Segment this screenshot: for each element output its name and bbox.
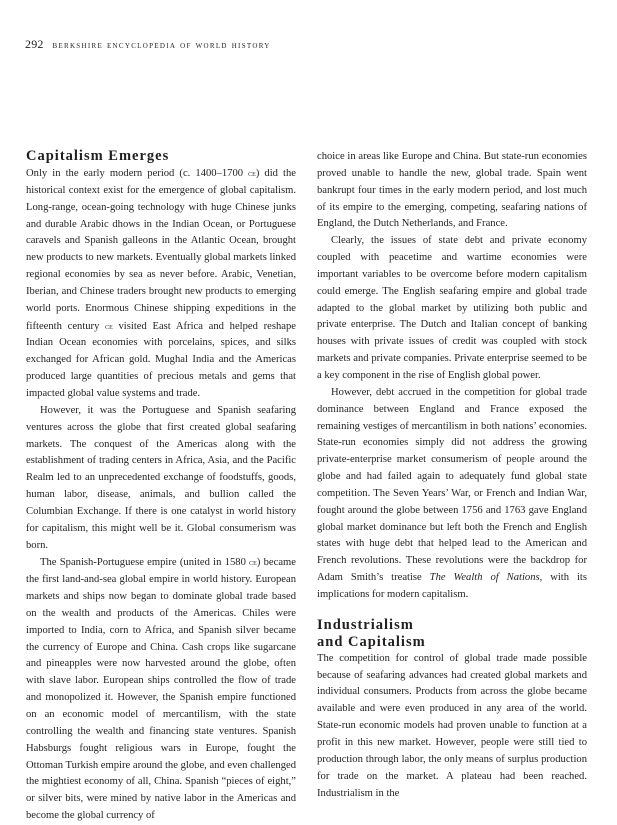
right-column: [317, 149, 587, 802]
paragraph: However, it was the Portuguese and Spanish seafaring ventures across the globe that first created global seafaring markets. The conquest of the Americas along with the establishment of trading centers in Africa, Asia, and the Pacific Realm led to an unprecedented exchange of foodstuffs, goods, human labor, disease, animals, and bullion called the Columbian Exchange. If there is one catalyst in world history for capitalism, this might well be it. Global consumerism was born.: [26, 404, 296, 551]
paragraph: Only in the early modern period (c. 1400–1700 ce) did the historical context exist for the emergence of global capitalism. Long-range, ocean-going technology with huge Chinese junks and durable Arabic dhows in the Indian Ocean, or Portuguese caravels and Spanish galleons in the Atlantic Ocean, brought new products to new markets. Eventually global markets linked regional economies by sea as never before. Arabic, Venetian, Iberian, and Chinese traders brought new products to emerging world ports. Enormous Chinese shipping expeditions in the fifteenth century ce visited East Africa and helped reshape Indian Ocean economies with porcelains, spices, and silks exchanged for African gold. Mughal India and the Americas produced large quantities of precious metals and gems that impacted global value systems and trade.: [26, 168, 296, 399]
paragraph: The competition for control of global trade made possible because of seafaring advances had created global markets and individual consumers. Products from across the globe became available and were even produced in any area of the world. State-run economic models had proven unable to function at a profit in this new market. However, people were still tied to production through labor, the only means of surplus production for trade on the market. A plateau had been reached. Industrialism in the: [317, 652, 587, 799]
running-head: [25, 37, 271, 52]
paragraph: The Spanish-Portuguese empire (united in 1580 ce) became the first land-and-sea global empire in world history. European markets and ships now began to dominate global trade based on the wealth and products of the Americas. Chiles were imported to India, corn to Africa, and Spanish silver became the currency of Europe and China. Cash crops like sugarcane and pineapples were now harvested around the globe, often with slave labor. European ships controlled the flow of trade and monopolized it. However, the Spanish empire functioned on an economic model of mercantilism, with the state controlling the wealth and financing state ventures. Spanish Habsburgs fought religious wars in Europe, fought the Ottoman Turkish empire around the globe, and even challenged the mightiest economy of all, China. Spanish “pieces of eight,” or silver bits, were mined by native labor in the Americas and become the global currency of: [26, 557, 296, 822]
section-heading-capitalism-emerges: Capitalism Emerges: [26, 148, 170, 164]
paragraph: However, debt accrued in the competition for global trade dominance between England and France exposed the remaining vestiges of mercantilism in both nations’ economies. State-run economies simply did not address the growing private-enterprise market consumerism of people around the globe and had failed again to adequately fund global state competition. The Seven Years’ War, or French and Indian War, fought around the globe between 1756 and 1763 gave England global market dominance but left both the French and English states with huge debt that helped lead to the American and French revolutions. These revolutions were the backdrop for Adam Smith’s treatise The Wealth of Nations, with its implications for modern capitalism.: [317, 386, 587, 600]
running-head-title: berkshire encyclopedia of world history: [52, 40, 271, 51]
paragraph: choice in areas like Europe and China. But state-run economies proved unable to handle the new, global trade. Spain went bankrupt four times in the early modern period, and lost much of its empire to the emerging, competing, seafaring nations of England, the Dutch Netherlands, and France.: [317, 151, 587, 230]
section-heading-industrialism-and-capitalism: Industrialism and Capitalism: [317, 616, 426, 650]
page-number: 292: [25, 37, 44, 51]
paragraph: Clearly, the issues of state debt and private economy coupled with peacetime and wartime economies were important variables to be overcome before modern capitalism could emerge. The English seafaring empire and global trade adapted to the global market by utilizing both public and private enterprise. The Dutch and Italian concept of banking houses with private issues of credit was coupled with stock markets and private companies. Private enterprise seemed to be a key component in the rise of English global power.: [317, 235, 587, 381]
left-column: [26, 147, 296, 825]
